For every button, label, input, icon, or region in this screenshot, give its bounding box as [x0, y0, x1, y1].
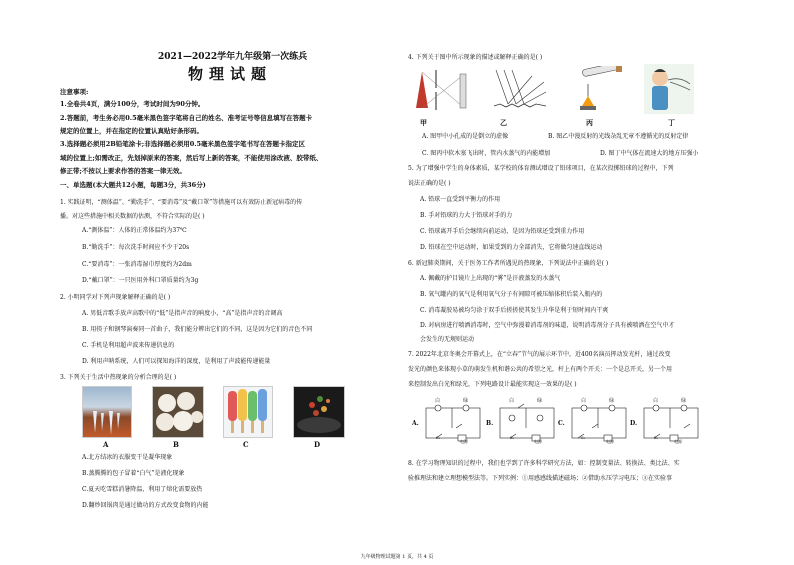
question-2-option: C. 手机是利用超声波来传递信息的	[82, 342, 175, 349]
question-5-stem: 说法正确的是( )	[408, 180, 451, 187]
question-7-stem: 来控制发出白光和绿光，下列电路设计最能实现这一效果的是( )	[408, 381, 577, 388]
question-1-stem: 播。对这些措施中相关数据的估测，不符合实际的是( )	[60, 213, 205, 220]
circuit-label: D.	[630, 420, 638, 427]
popsicles-image	[223, 386, 273, 438]
notes-line: 修正带;不按以上要求作答的答案一律无效。	[60, 167, 186, 175]
circuit-c-diagram	[568, 400, 632, 436]
circuit-label: A.	[412, 420, 419, 427]
image-label: 丙	[586, 118, 593, 127]
image-label: D	[314, 440, 321, 449]
popsicle-icon	[224, 387, 272, 437]
question-5-option: A. 铅球一直受到平衡力的作用	[420, 196, 501, 203]
circuit-d-diagram	[640, 400, 704, 436]
question-5-option: B. 手对铅球的力大于铅球对手的力	[420, 212, 513, 219]
question-5-stem: 5. 为了增强中学生的身体素质，某学校的体育测试增设了铅球项目，在某次投掷铅球的过程中，下列	[408, 165, 674, 172]
question-1-option: B.“勤洗手”：每次洗手时间应不少于20s	[82, 244, 190, 251]
notes-line: 2.答题前，考生务必用0.5毫米黑色签字笔将自己的姓名、准考证号等信息填写在答题卡	[60, 114, 313, 122]
question-5-option: D. 铅球在空中运动时，如果受到的力全部消失，它将做匀速直线运动	[420, 244, 603, 251]
notes-line: 规定的位置上，并在指定的位置认真贴好条形码。	[60, 127, 203, 135]
question-2-option: A. 男低音歌手放声高歌中的“低”是指声音的响度小，“高”是指声音的音调高	[82, 310, 283, 317]
lamp-label: 白	[435, 398, 441, 404]
pinhole-camera-icon	[414, 68, 472, 112]
question-7-stem: 7. 2022年北京冬奥会开幕式上，在“立春”节气的展示环节中，近400名演员挥动发光杆，通过改变	[408, 351, 671, 358]
question-1-stem: 1. 实践证明，“测体温”、“勤洗手”、“要消毒”及“戴口罩”等措施可以有效防止新冠病毒的传	[60, 199, 303, 206]
power-label: 电源	[674, 439, 682, 444]
notes-line: 3.选择题必须用2B铅笔涂卡;非选择题必须用0.5毫米黑色签字笔书写在答题卡指定区	[60, 140, 306, 148]
stir-fry-image	[293, 386, 345, 438]
section-heading: 一、单选题(本大题共12小题，每题3分，共36分)	[60, 181, 206, 189]
question-6-option: C. 消毒凝胶易被均匀涂于双手后搓搓使其发生升华是利于短时间内干爽	[420, 307, 609, 314]
question-4-option: B. 图乙中漫反射的光线杂乱无章不遵循光的反射定律	[548, 133, 689, 140]
circuit-label: B.	[486, 420, 494, 427]
test-tube-icon	[568, 66, 624, 114]
question-6-option: D. 对病房进行喷洒消毒时，空气中弥漫着消毒剂的味道，说明消毒剂分子具有被喷洒在空气中才	[420, 322, 675, 329]
question-3-stem: 3. 下列关于生活中热现象的分析合理的是( )	[60, 374, 177, 381]
icicle-icon	[83, 387, 131, 437]
switch-label: S₁	[581, 435, 586, 440]
image-label: C	[243, 440, 249, 449]
power-label: 电源	[460, 439, 468, 444]
question-6-option: A. 佩戴的护目镜片上出现的“雾”是汗液蒸发的水蒸气	[420, 275, 561, 282]
power-label: 电源	[606, 439, 614, 444]
diffuse-reflection-image	[492, 68, 548, 112]
lamp-label: 绿	[537, 398, 543, 404]
question-8-stem: 验推理法和建立理想模型法等。下列实例：①用感感线描述磁场；②借助水压学习电压；③在实验事	[408, 475, 673, 482]
image-label: 丁	[668, 118, 675, 127]
switch-label: S₁	[436, 435, 441, 440]
question-6-option: 会发生的无规则运动	[420, 336, 475, 343]
question-1-option: A.“测体温”：人体的正常体温约为37℃	[82, 227, 187, 234]
question-4-option: C. 图丙中软木塞飞出时，管内水蒸气的内能增加	[422, 150, 551, 157]
question-3-option: C.夏天吃雪糕消暑降温，利用了熔化需要放热	[82, 486, 203, 493]
frozen-clothes-image	[82, 386, 132, 438]
page-footer: 九年级物理试题第 1 页，共 4 页	[360, 554, 434, 560]
image-label: A	[103, 440, 109, 449]
question-4-stem: 4. 下列关于图中所示现象的描述或解释正确的是( )	[408, 54, 543, 61]
question-5-option: C. 铅球离开手后会继续向前运动，是因为铅球还受到重力作用	[420, 228, 585, 235]
switch-label: S₁	[654, 435, 659, 440]
image-label: 乙	[500, 118, 507, 127]
wok-icon	[294, 387, 344, 437]
circuit-label: C.	[558, 420, 565, 427]
steamed-buns-image	[152, 386, 204, 438]
question-1-option: D.“戴口罩”：一只医用外科口罩质量约为3g	[82, 277, 199, 284]
notes-line: 域的位置上;如需改正，先划掉原来的答案，然后写上新的答案，不能使用涂改液、胶带纸、	[60, 154, 323, 162]
question-2-stem: 2. 小明同学对下列声现象解释正确的是( )	[60, 294, 171, 301]
notes-heading: 注意事项:	[60, 88, 89, 96]
lamp-label: 绿	[681, 398, 687, 404]
lamp-label: 绿	[609, 398, 615, 404]
lamp-label: 绿	[463, 398, 469, 404]
question-4-option: D. 图丁中气体在流速大的地方压强小	[600, 150, 699, 157]
blowing-paper-image	[644, 64, 694, 114]
image-label: 甲	[420, 118, 427, 127]
switch-label: S₁	[510, 435, 515, 440]
question-2-option: D. 利用声呐系统，人们可以探知海洋的深度，是利用了声波能传递能量	[82, 358, 271, 365]
question-3-option: D.翻炒回锅肉是通过做功的方式改变食物的内能	[82, 502, 209, 509]
question-7-stem: 发光的颜色来体现小草的萌发生机和谐公共的希望之光，杆上有两个开关：一个是总开关，另一个用	[408, 366, 673, 373]
question-3-option: B.蒸腾腾的包子冒着“白气”是液化现象	[82, 470, 185, 477]
buns-icon	[153, 387, 203, 437]
lamp-label: 白	[509, 398, 515, 404]
circuit-b-diagram	[496, 400, 560, 436]
question-8-stem: 8. 在学习物理知识的过程中，我们也学到了许多科学研究方法，如：控制变量法、转换法、类比法、实	[408, 460, 680, 467]
question-1-option: C.“要消毒”：一张消毒湿巾厚度约为2dm	[82, 261, 192, 268]
power-label: 电源	[534, 439, 542, 444]
question-2-option: B. 用筷子和钢琴演奏同一首曲子，我们能分辨出它们的不同，这是因为它们的音色不同	[82, 326, 313, 333]
lamp-label: 白	[653, 398, 659, 404]
circuit-a-diagram	[422, 400, 486, 436]
question-3-option: A.北方结冰的衣服变干是凝华现象	[82, 454, 173, 461]
exam-subject: 物理试题	[188, 65, 273, 83]
pinhole-image	[414, 68, 472, 112]
question-6-option: B. 氧气罐内的氧气是利用氧气分子有间隙可被压缩体积后装入瓶内的	[420, 291, 603, 298]
image-label: B	[173, 440, 179, 449]
exam-title: 2021—2022学年九年级第一次练兵	[158, 52, 308, 62]
question-4-option: A. 图甲中小孔成的是倒立的虚像	[422, 133, 509, 140]
question-6-stem: 6. 新冠肺炎期间，关于医务工作者所遇见的热现象，下列说法中正确的是( )	[408, 260, 609, 267]
reflection-rays-icon	[492, 68, 548, 112]
lamp-label: 白	[581, 398, 587, 404]
person-blowing-icon	[644, 64, 694, 114]
test-tube-cork-image	[568, 66, 624, 114]
notes-line: 1.全卷共4页，满分100分，考试时间为90分钟。	[60, 100, 205, 108]
